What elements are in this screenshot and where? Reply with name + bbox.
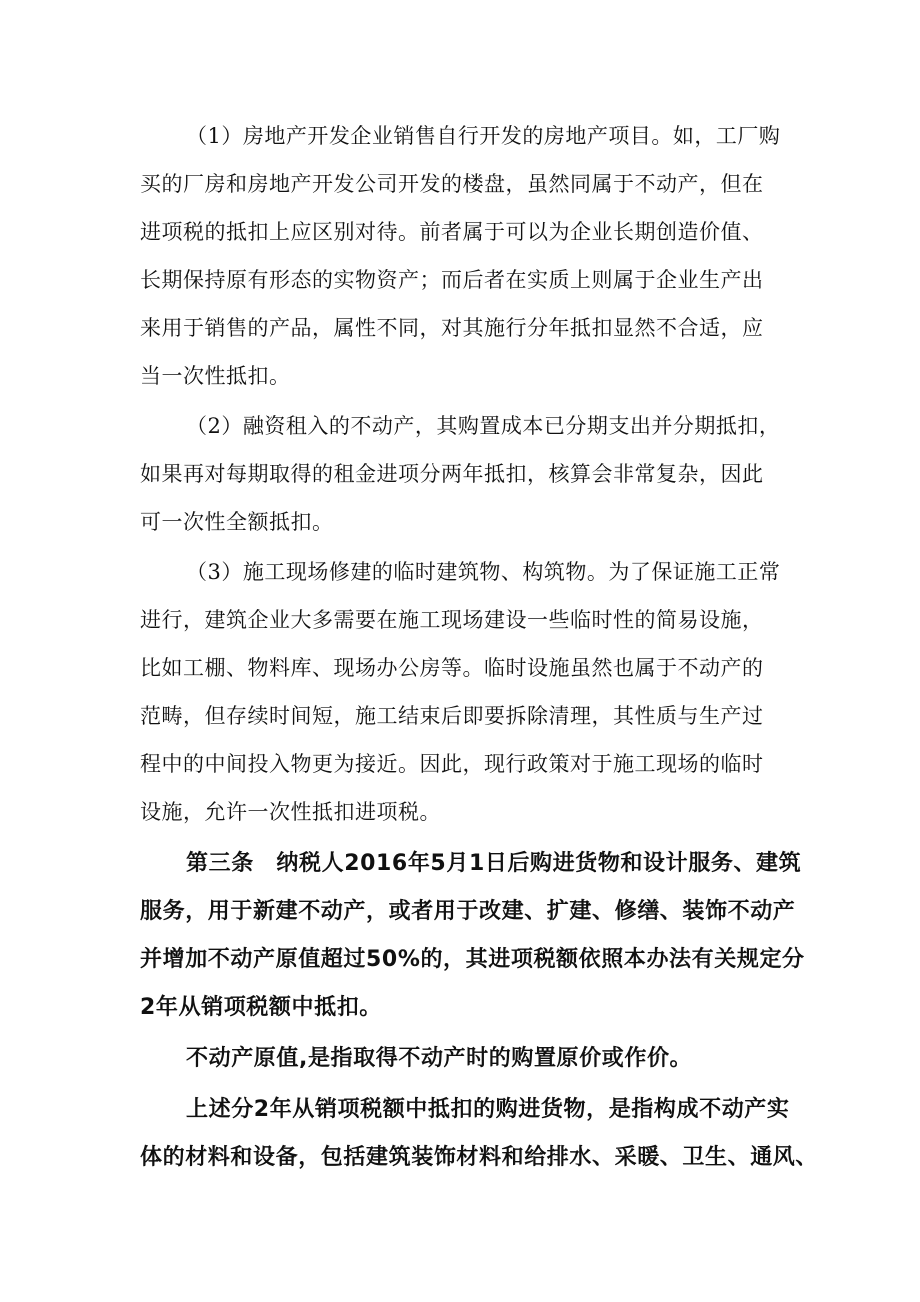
text-line: 不动产原值,是指取得不动产时的购置原价或作价。: [186, 1046, 693, 1071]
text-line: 进行，建筑企业大多需要在施工现场建设一些临时性的简易设施，: [140, 608, 764, 632]
text-line: 进项税的抵扣上应区别对待。前者属于可以为企业长期创造价值、: [140, 220, 764, 244]
article-heading-line: 第三条 纳税人2016年5月1日后购进货物和设计服务、建筑: [186, 851, 802, 876]
text-line: 上述分2年从销项税额中抵扣的购进货物，是指构成不动产实: [186, 1097, 790, 1122]
text-line: 设施，允许一次性抵扣进项税。: [140, 800, 441, 824]
text-line: 范畴，但存续时间短，施工结束后即要拆除清理，其性质与生产过: [140, 704, 764, 728]
text-line: （1）房地产开发企业销售自行开发的房地产项目。如，工厂购: [186, 124, 781, 148]
text-line: （2）融资租入的不动产，其购置成本已分期支出并分期抵扣，: [186, 414, 781, 438]
text-line: 长期保持原有形态的实物资产；而后者在实质上则属于企业生产出: [140, 268, 764, 292]
text-line: （3）施工现场修建的临时建筑物、构筑物。为了保证施工正常: [186, 560, 781, 584]
text-line: 2年从销项税额中抵扣。: [140, 995, 382, 1020]
text-line: 可一次性全额抵扣。: [140, 510, 334, 534]
text-line: 当一次性抵扣。: [140, 364, 291, 388]
text-line: 比如工棚、物料库、现场办公房等。临时设施虽然也属于不动产的: [140, 656, 764, 680]
text-line: 买的厂房和房地产开发公司开发的楼盘，虽然同属于不动产，但在: [140, 172, 764, 196]
text-line: 并增加不动产原值超过50%的，其进项税额依照本办法有关规定分: [140, 947, 805, 972]
text-line: 如果再对每期取得的租金进项分两年抵扣，核算会非常复杂，因此: [140, 462, 764, 486]
text-line: 来用于销售的产品，属性不同，对其施行分年抵扣显然不合适，应: [140, 316, 764, 340]
text-line: 服务，用于新建不动产，或者用于改建、扩建、修缮、装饰不动产: [140, 899, 796, 924]
text-line: 体的材料和设备，包括建筑装饰材料和给排水、采暖、卫生、通风、: [140, 1145, 819, 1170]
text-line: 程中的中间投入物更为接近。因此，现行政策对于施工现场的临时: [140, 752, 764, 776]
